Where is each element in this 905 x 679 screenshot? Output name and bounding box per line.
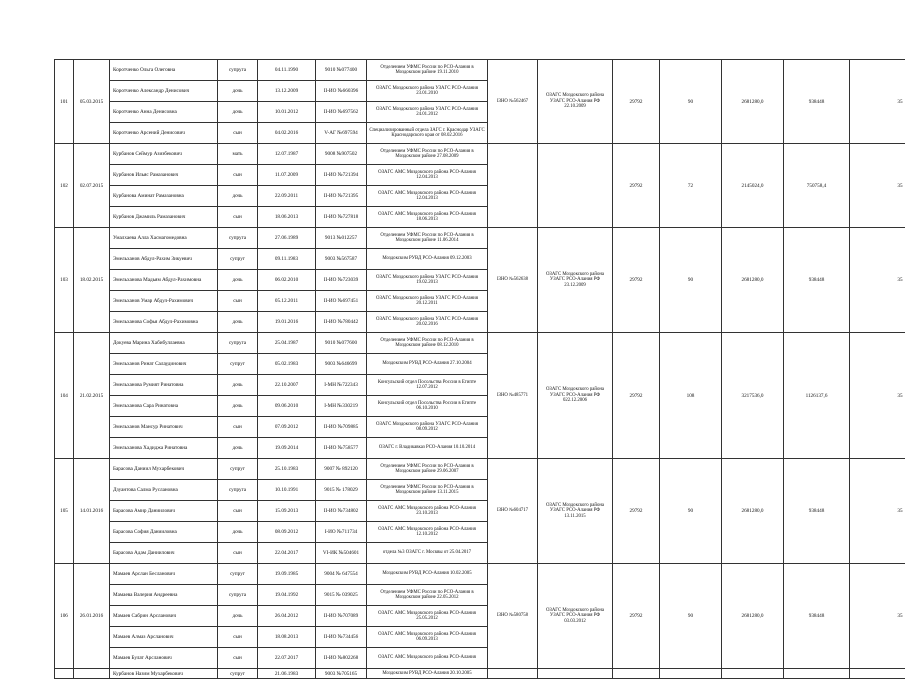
- issued-by: Отделением УФМС России по РСО-Алания в Моздокском районе 13.11.2015: [367, 480, 488, 501]
- birth-date: 22.09.2011: [258, 186, 316, 207]
- empty-cell: [660, 669, 722, 679]
- subsidy-share: 1126137,6: [784, 333, 850, 459]
- issued-by: Консульский отдел Посольства России в Египте 06.10.2010: [367, 396, 488, 417]
- issued-by: Отделением УФМС России по РСО-Алания в Моздокском районе 08.12.2010: [367, 333, 488, 354]
- document-number: II-ИО №758577: [316, 438, 367, 459]
- birth-date: 10.10.1991: [258, 480, 316, 501]
- document-number: II-ИО №727818: [316, 207, 367, 228]
- table-row: [55, 669, 905, 679]
- birth-date: 19.09.1985: [258, 564, 316, 585]
- issued-by: ОЗАГС АМС Моздокского района РСО-Алания 06.09.2013: [367, 627, 488, 648]
- document-number: II-ИО №707089: [316, 606, 367, 627]
- registry-office: ОЗАГС Моздокского района УЗАГС РСО-Алания РФ 23.12.2009: [538, 228, 613, 333]
- relation: дочь: [218, 81, 258, 102]
- document-number: I-ИО №711734: [316, 522, 367, 543]
- birth-date: 09.06.2010: [258, 396, 316, 417]
- subsidy-total: 2681280,0: [722, 459, 784, 564]
- birth-date: 21.06.1983: [258, 669, 316, 679]
- marriage-certificate: ІЗНО №580758: [488, 564, 538, 669]
- person-name: Умалхаева Алла Хасмагомедовна: [110, 228, 218, 249]
- issued-by: отдела №3 ОЗАГС г. Москвы от 25.04.2017: [367, 543, 488, 564]
- registry-office: ОЗАГС Моздокского района УЗАГС РСО-Алания РФ 13.11.2015: [538, 459, 613, 564]
- percent: 35: [850, 228, 905, 333]
- document-number: II-ИО №709885: [316, 417, 367, 438]
- relation: дочь: [218, 522, 258, 543]
- person-name: Барасова Адам Даниилович: [110, 543, 218, 564]
- document-page: [54, 59, 850, 579]
- person-name: Курбанов Джамиль Рамазанович: [110, 207, 218, 228]
- birth-date: 04.11.1990: [258, 60, 316, 81]
- document-number: 9007 № 892120: [316, 459, 367, 480]
- document-number: 9003 №646699: [316, 354, 367, 375]
- subsidy-total: 2681280,0: [722, 60, 784, 144]
- person-name: Эмельханов Абдул-Рахим Зикуевич: [110, 249, 218, 270]
- person-name: Коротченко Арсений Денисович: [110, 123, 218, 144]
- document-number: II-ИО №723039: [316, 270, 367, 291]
- subsidy-total: 2681280,0: [722, 564, 784, 669]
- relation: сын: [218, 165, 258, 186]
- issued-by: ОЗАГС Моздокского района УЗАГС РСО-Алания 20.02.2016: [367, 312, 488, 333]
- person-name: Эмельханова Сара Ринатовна: [110, 396, 218, 417]
- issued-by: ОЗАГС Моздокского района УЗАГС РСО-Алания 19.02.2013: [367, 270, 488, 291]
- relation: сын: [218, 417, 258, 438]
- person-name: Мамаев Арслан Бесланович: [110, 564, 218, 585]
- issued-by: Моздокским РУВД РСО-Алания 27.10.2004: [367, 354, 488, 375]
- relation: мать: [218, 144, 258, 165]
- relation: дочь: [218, 312, 258, 333]
- row-number: 106: [55, 564, 74, 669]
- birth-date: 22.10.2007: [258, 375, 316, 396]
- relation: дочь: [218, 270, 258, 291]
- person-name: Эмельханов Ринат Салаудинович: [110, 354, 218, 375]
- birth-date: 08.09.2012: [258, 522, 316, 543]
- registry-office: ОЗАГС Моздокского района УЗАГС РСО-Алания РФ 03.03.2012: [538, 564, 613, 669]
- empty-cell: [488, 669, 538, 679]
- row-number: 101: [55, 60, 74, 144]
- person-name: Дзуантова Салма Руслановна: [110, 480, 218, 501]
- issued-by: ОЗАГС АМС Моздокского района РСО-Алания 18.06.2013: [367, 207, 488, 228]
- birth-date: 19.09.2014: [258, 438, 316, 459]
- subsidy-total: 3217536,0: [722, 333, 784, 459]
- birth-date: 11.07.2009: [258, 165, 316, 186]
- issued-by: Отделением УФМС России по РСО-Алания в Моздокском районе 29.06.2007: [367, 459, 488, 480]
- document-number: I-МН №722343: [316, 375, 367, 396]
- person-name: Курбанов Ильяс Рамазанович: [110, 165, 218, 186]
- marriage-certificate: ІЗНО №604717: [488, 459, 538, 564]
- registration-date: 18.02.2015: [74, 228, 110, 333]
- birth-date: 12.07.1987: [258, 144, 316, 165]
- relation: супруга: [218, 228, 258, 249]
- document-number: 9003 №567587: [316, 249, 367, 270]
- empty-cell: [613, 669, 660, 679]
- table-row: [55, 333, 905, 354]
- subsidy-share: 938448: [784, 228, 850, 333]
- relation: сын: [218, 543, 258, 564]
- relation: супруга: [218, 333, 258, 354]
- document-number: 9013 №012257: [316, 228, 367, 249]
- relation: дочь: [218, 438, 258, 459]
- registry-office: ОЗАГС Моздокского района УЗАГС РСО-Алания РФ 022.12.2006: [538, 333, 613, 459]
- person-name: Мамаев Сабрин Арсланович: [110, 606, 218, 627]
- document-number: VI-ИК №504601: [316, 543, 367, 564]
- birth-date: 05.02.1983: [258, 354, 316, 375]
- person-name: Курбанов Назим Мухарбекович: [110, 669, 218, 679]
- issued-by: Моздокским РУВД РСО-Алания 10.02.2005: [367, 564, 488, 585]
- square-meters: 90: [660, 228, 722, 333]
- issued-by: Моздокским РУВД РСО-Алания 09.12.2003: [367, 249, 488, 270]
- relation: сын: [218, 627, 258, 648]
- relation: сын: [218, 501, 258, 522]
- area-norm: 29792: [613, 564, 660, 669]
- issued-by: ОЗАГС г. Владикавказ РСО-Алания 10.10.2014: [367, 438, 488, 459]
- birth-date: 05.12.2011: [258, 291, 316, 312]
- square-meters: 90: [660, 459, 722, 564]
- marriage-certificate: ІЗНО №562638: [488, 228, 538, 333]
- person-name: Эмельханова Хадиджа Ринатовна: [110, 438, 218, 459]
- issued-by: Отделением УФМС России по РСО-Алания в Моздокском районе 11.06.2014: [367, 228, 488, 249]
- document-number: 9008 №907502: [316, 144, 367, 165]
- birth-date: 19.01.2016: [258, 312, 316, 333]
- document-number: 9015 № 039025: [316, 585, 367, 606]
- issued-by: ОЗАГС АМС Моздокского района РСО-Алания: [367, 648, 488, 669]
- birth-date: 25.10.1983: [258, 459, 316, 480]
- subsidy-share: 938448: [784, 60, 850, 144]
- relation: дочь: [218, 606, 258, 627]
- registration-date: 26.01.2016: [74, 564, 110, 669]
- birth-date: 09.11.1983: [258, 249, 316, 270]
- person-name: Барасова Даниил Мухарбекович: [110, 459, 218, 480]
- percent: 35: [850, 564, 905, 669]
- document-number: 9003 №705165: [316, 669, 367, 679]
- registration-date: 05.03.2015: [74, 60, 110, 144]
- person-name: Барасова София Данииловна: [110, 522, 218, 543]
- table-row: [55, 144, 905, 165]
- subsidy-total: 2681280,0: [722, 228, 784, 333]
- area-norm: 29792: [613, 228, 660, 333]
- row-number: [55, 669, 74, 679]
- empty-cell: [850, 669, 905, 679]
- relation: дочь: [218, 375, 258, 396]
- empty-cell: [722, 669, 784, 679]
- relation: сын: [218, 648, 258, 669]
- issued-by: ОЗАГС Моздокского района УЗАГС РСО-Алания 23.01.2010: [367, 81, 488, 102]
- document-number: II-ИО №660396: [316, 81, 367, 102]
- document-number: 9010 №077600: [316, 333, 367, 354]
- issued-by: ОЗАГС Моздокского района УЗАГС РСО-Алания 08.09.2012: [367, 417, 488, 438]
- person-name: Эмельханов Мансур Ринатович: [110, 417, 218, 438]
- birth-date: 22.04.2017: [258, 543, 316, 564]
- birth-date: 10.01.2012: [258, 102, 316, 123]
- document-number: II-ИО №697451: [316, 291, 367, 312]
- registration-date: 21.02.2015: [74, 333, 110, 459]
- document-number: V-АГ №697594: [316, 123, 367, 144]
- registry-office: ОЗАГС Моздокского района УЗАГС РСО-Алания РФ 22.10.2009: [538, 60, 613, 144]
- person-name: Мамаев Булат Арсланович: [110, 648, 218, 669]
- document-number: I-МН №330219: [316, 396, 367, 417]
- birth-date: 18.08.2013: [258, 627, 316, 648]
- birth-date: 07.09.2012: [258, 417, 316, 438]
- document-number: II-ИО №734802: [316, 501, 367, 522]
- registration-date: 02.07.2015: [74, 144, 110, 228]
- marriage-certificate: ІЗНО №562467: [488, 60, 538, 144]
- person-name: Коротченко Ольга Олеговна: [110, 60, 218, 81]
- marriage-certificate: ІЗНО №485771: [488, 333, 538, 459]
- person-name: Эмельханова Мадьям Абдул-Рахимовна: [110, 270, 218, 291]
- document-number: II-ИО №721395: [316, 186, 367, 207]
- housing-registry-table: [54, 59, 905, 679]
- document-number: II-ИО №780442: [316, 312, 367, 333]
- birth-date: 19.04.1992: [258, 585, 316, 606]
- birth-date: 06.02.2010: [258, 270, 316, 291]
- issued-by: ОЗАГС Моздокского района УЗАГС РСО-Алания 24.01.2012: [367, 102, 488, 123]
- row-number: 103: [55, 228, 74, 333]
- subsidy-total: 2145024,0: [722, 144, 784, 228]
- relation: супруга: [218, 585, 258, 606]
- relation: супруга: [218, 480, 258, 501]
- relation: супруг: [218, 249, 258, 270]
- empty-cell: [784, 669, 850, 679]
- registration-date: 14.01.2016: [74, 459, 110, 564]
- percent: 35: [850, 60, 905, 144]
- person-name: Мамаева Валерия Андреевна: [110, 585, 218, 606]
- table-row: [55, 459, 905, 480]
- person-name: Коротченко Александр Денисович: [110, 81, 218, 102]
- relation: супруг: [218, 354, 258, 375]
- relation: сын: [218, 123, 258, 144]
- relation: дочь: [218, 102, 258, 123]
- square-meters: 90: [660, 60, 722, 144]
- birth-date: 26.04.2012: [258, 606, 316, 627]
- relation: сын: [218, 291, 258, 312]
- person-name: Курбанова Аминат Рамазановна: [110, 186, 218, 207]
- person-name: Эмельханова Софья Абдул-Рахимовна: [110, 312, 218, 333]
- registration-date: [74, 669, 110, 679]
- issued-by: Отделением УФМС России по РСО-Алания в Моздокском районе 22.05.2012: [367, 585, 488, 606]
- issued-by: Отделением УФМС России по РСО-Алания в Моздокском районе 19.11.2010: [367, 60, 488, 81]
- area-norm: 29792: [613, 333, 660, 459]
- document-number: II-ИО №734456: [316, 627, 367, 648]
- document-number: 9015 № 178029: [316, 480, 367, 501]
- person-name: Мамаев Алмаз Арсланович: [110, 627, 218, 648]
- issued-by: Отделением УФМС России по РСО-Алания в Моздокском районе 27.08.2009: [367, 144, 488, 165]
- issued-by: ОЗАГС АМС Моздокского района РСО-Алания 12.10.2012: [367, 522, 488, 543]
- birth-date: 27.06.1989: [258, 228, 316, 249]
- document-number: 9004 № 647554: [316, 564, 367, 585]
- area-norm: 29792: [613, 60, 660, 144]
- percent: 35: [850, 333, 905, 459]
- relation: дочь: [218, 396, 258, 417]
- relation: супруг: [218, 669, 258, 679]
- subsidy-share: 750758,4: [784, 144, 850, 228]
- registry-office: [538, 144, 613, 228]
- issued-by: ОЗАГС Моздокского района УЗАГС РСО-Алания 20.12.2011: [367, 291, 488, 312]
- square-meters: 90: [660, 564, 722, 669]
- percent: 35: [850, 144, 905, 228]
- birth-date: 15.09.2013: [258, 501, 316, 522]
- relation: супруга: [218, 60, 258, 81]
- birth-date: 18.06.2013: [258, 207, 316, 228]
- issued-by: ОЗАГС АМС Моздокского района РСО-Алания 25.05.2012: [367, 606, 488, 627]
- issued-by: Специализированный отдела ЗАГС г. Краснодар УЗАГС Краснодарского края от 08.02.2016: [367, 123, 488, 144]
- birth-date: 25.04.1987: [258, 333, 316, 354]
- subsidy-share: 938448: [784, 459, 850, 564]
- row-number: 105: [55, 459, 74, 564]
- issued-by: ОЗАГС АМС Моздокского района РСО-Алания 23.10.2013: [367, 501, 488, 522]
- relation: супруг: [218, 459, 258, 480]
- person-name: Барасова Амир Даниилович: [110, 501, 218, 522]
- person-name: Курбанов Сеймур Азизбекович: [110, 144, 218, 165]
- percent: 35: [850, 459, 905, 564]
- issued-by: ОЗАГС АМС Моздокского района РСО-Алания 12.04.2013: [367, 165, 488, 186]
- birth-date: 22.07.2017: [258, 648, 316, 669]
- square-meters: 108: [660, 333, 722, 459]
- issued-by: ОЗАГС АМС Моздокского района РСО-Алания 12.04.2013: [367, 186, 488, 207]
- area-norm: 29792: [613, 144, 660, 228]
- person-name: Эмельханов Умар Абдул-Рахимович: [110, 291, 218, 312]
- relation: сын: [218, 207, 258, 228]
- subsidy-share: 938448: [784, 564, 850, 669]
- birth-date: 04.02.2016: [258, 123, 316, 144]
- document-number: II-ИО №697562: [316, 102, 367, 123]
- person-name: Коротченко Анна Денисовна: [110, 102, 218, 123]
- table-row: [55, 60, 905, 81]
- person-name: Эмельханова Румият Ринатовна: [110, 375, 218, 396]
- square-meters: 72: [660, 144, 722, 228]
- marriage-certificate: [488, 144, 538, 228]
- area-norm: 29792: [613, 459, 660, 564]
- birth-date: 13.12.2009: [258, 81, 316, 102]
- table-row: [55, 228, 905, 249]
- document-number: II-ИО №802268: [316, 648, 367, 669]
- row-number: 102: [55, 144, 74, 228]
- relation: супруг: [218, 564, 258, 585]
- table-row: [55, 564, 905, 585]
- row-number: 104: [55, 333, 74, 459]
- issued-by: Консульский отдел Посольства России в Египте 12.07.2012: [367, 375, 488, 396]
- person-name: Докуева Марина Хабибуллаевна: [110, 333, 218, 354]
- empty-cell: [538, 669, 613, 679]
- issued-by: Моздокским РУВД РСО-Алания 20.10.2005: [367, 669, 488, 679]
- document-number: II-ИО №721394: [316, 165, 367, 186]
- document-number: 9010 №077400: [316, 60, 367, 81]
- relation: дочь: [218, 186, 258, 207]
